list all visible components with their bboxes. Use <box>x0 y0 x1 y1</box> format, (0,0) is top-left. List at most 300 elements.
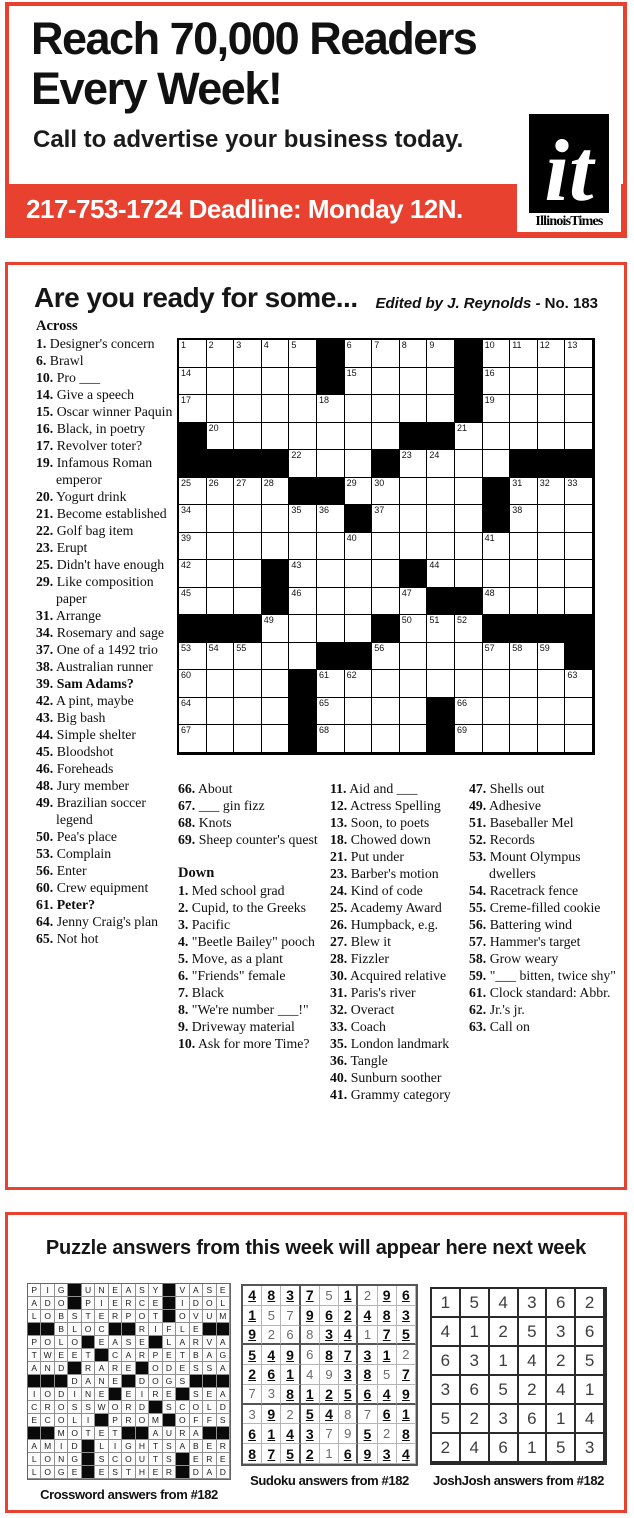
answer-cell: T <box>149 1453 162 1466</box>
grid-cell[interactable] <box>179 698 207 726</box>
clue-14: 14. Give a speech <box>36 387 135 402</box>
grid-cell[interactable] <box>427 478 455 506</box>
answer-cell: E <box>68 1349 81 1362</box>
answer-cell: S <box>203 1284 216 1297</box>
grid-cell-black <box>289 670 317 698</box>
crossword-answers-caption: Crossword answers from #182 <box>40 1487 218 1502</box>
grid-cell[interactable] <box>345 450 373 478</box>
grid-cell-black <box>510 450 538 478</box>
grid-cell[interactable] <box>262 340 290 368</box>
grid-cell[interactable] <box>510 725 538 753</box>
grid-cell[interactable] <box>262 368 290 396</box>
grid-cell[interactable] <box>372 505 400 533</box>
answer-cell: E <box>149 1466 162 1479</box>
grid-cell[interactable] <box>565 368 593 396</box>
grid-cell[interactable] <box>400 670 428 698</box>
grid-cell[interactable] <box>538 725 566 753</box>
grid-cell-black <box>510 615 538 643</box>
grid-cell[interactable] <box>427 340 455 368</box>
grid-cell-black <box>317 643 345 671</box>
clue-68: 68. Knots <box>178 815 232 830</box>
answer-cell: S <box>109 1466 122 1479</box>
grid-cell[interactable] <box>289 533 317 561</box>
crossword-grid[interactable] <box>177 338 595 755</box>
answer-cell: A <box>149 1427 162 1440</box>
grid-cell-number: 64 <box>181 697 192 708</box>
grid-cell[interactable] <box>234 340 262 368</box>
grid-cell[interactable] <box>538 368 566 396</box>
grid-cell[interactable] <box>483 698 511 726</box>
grid-cell[interactable] <box>345 478 373 506</box>
clue-36: 36. Tangle <box>330 1053 388 1068</box>
grid-cell[interactable] <box>345 423 373 451</box>
answer-cell: N <box>95 1284 108 1297</box>
answer-cell: C <box>109 1453 122 1466</box>
answer-cell: D <box>190 1466 203 1479</box>
sudoku-cell: 2 <box>301 1444 320 1464</box>
grid-cell[interactable] <box>483 670 511 698</box>
answer-cell: G <box>55 1466 68 1479</box>
grid-cell-black <box>179 450 207 478</box>
grid-cell[interactable] <box>455 725 483 753</box>
grid-cell[interactable] <box>510 533 538 561</box>
answer-cell: O <box>55 1401 68 1414</box>
answer-cell: O <box>176 1310 189 1323</box>
grid-cell[interactable] <box>289 560 317 588</box>
grid-cell[interactable] <box>262 478 290 506</box>
clue-34: 34. Rosemary and sage <box>36 625 164 640</box>
answer-cell: B <box>190 1349 203 1362</box>
grid-cell[interactable] <box>427 643 455 671</box>
grid-cell[interactable] <box>179 340 207 368</box>
answer-cell: S <box>163 1440 176 1453</box>
grid-cell[interactable] <box>483 725 511 753</box>
joshjosh-cell: 3 <box>490 1405 519 1434</box>
joshjosh-cell: 2 <box>461 1405 490 1434</box>
grid-cell[interactable] <box>565 478 593 506</box>
answer-cell: O <box>41 1310 54 1323</box>
logo-wordmark: IllinoisTimes <box>535 214 603 229</box>
grid-cell[interactable] <box>483 340 511 368</box>
clue-45: 45. Bloodshot <box>36 744 114 759</box>
grid-cell[interactable] <box>565 725 593 753</box>
answer-cell: G <box>68 1453 81 1466</box>
answer-cell: A <box>190 1427 203 1440</box>
grid-cell[interactable] <box>372 588 400 616</box>
clue-61: 61. Peter? <box>36 897 95 912</box>
grid-cell-black <box>455 588 483 616</box>
answer-cell: B <box>55 1310 68 1323</box>
grid-cell[interactable] <box>483 395 511 423</box>
grid-cell[interactable] <box>289 588 317 616</box>
grid-cell[interactable] <box>289 395 317 423</box>
grid-cell[interactable] <box>455 533 483 561</box>
grid-cell[interactable] <box>372 643 400 671</box>
grid-cell[interactable] <box>234 368 262 396</box>
grid-cell[interactable] <box>207 643 235 671</box>
grid-cell[interactable] <box>345 533 373 561</box>
sudoku-cell: 8 <box>378 1306 397 1326</box>
sudoku-cell: 7 <box>378 1326 397 1346</box>
grid-cell[interactable] <box>262 670 290 698</box>
grid-cell[interactable] <box>565 340 593 368</box>
sudoku-cell: 1 <box>358 1326 377 1346</box>
grid-cell[interactable] <box>372 725 400 753</box>
grid-cell[interactable] <box>400 643 428 671</box>
grid-cell[interactable] <box>510 395 538 423</box>
grid-cell[interactable] <box>565 560 593 588</box>
grid-cell[interactable] <box>345 725 373 753</box>
answer-cell: E <box>68 1466 81 1479</box>
sudoku-cell: 2 <box>281 1405 300 1425</box>
grid-cell[interactable] <box>455 423 483 451</box>
clue-12: 12. Actress Spelling <box>330 798 441 813</box>
grid-cell[interactable] <box>207 423 235 451</box>
grid-cell[interactable] <box>179 643 207 671</box>
grid-cell[interactable] <box>207 533 235 561</box>
grid-cell[interactable] <box>565 505 593 533</box>
grid-cell[interactable] <box>345 368 373 396</box>
grid-cell[interactable] <box>427 615 455 643</box>
grid-cell[interactable] <box>538 670 566 698</box>
answer-cell-black <box>41 1323 54 1336</box>
grid-cell[interactable] <box>289 615 317 643</box>
grid-cell[interactable] <box>483 423 511 451</box>
grid-cell[interactable] <box>510 505 538 533</box>
grid-cell[interactable] <box>483 450 511 478</box>
grid-cell[interactable] <box>345 560 373 588</box>
grid-cell[interactable] <box>483 533 511 561</box>
grid-cell[interactable] <box>262 505 290 533</box>
grid-cell[interactable] <box>234 533 262 561</box>
grid-cell[interactable] <box>427 505 455 533</box>
grid-cell[interactable] <box>538 340 566 368</box>
clue-23: 23. Erupt <box>36 540 88 555</box>
grid-cell[interactable] <box>179 560 207 588</box>
grid-cell[interactable] <box>538 423 566 451</box>
grid-cell[interactable] <box>455 505 483 533</box>
grid-cell[interactable] <box>234 588 262 616</box>
grid-cell[interactable] <box>234 725 262 753</box>
sudoku-cell: 6 <box>397 1286 416 1306</box>
sudoku-cell: 5 <box>339 1385 358 1405</box>
grid-cell[interactable] <box>565 670 593 698</box>
grid-cell[interactable] <box>510 560 538 588</box>
grid-cell[interactable] <box>400 340 428 368</box>
grid-cell[interactable] <box>345 670 373 698</box>
sudoku-cell: 4 <box>281 1424 300 1444</box>
grid-cell[interactable] <box>372 423 400 451</box>
grid-cell[interactable] <box>483 368 511 396</box>
grid-cell[interactable] <box>207 340 235 368</box>
grid-cell-number: 60 <box>181 670 192 681</box>
answer-cell: U <box>163 1427 176 1440</box>
grid-cell[interactable] <box>510 368 538 396</box>
grid-cell[interactable] <box>345 698 373 726</box>
answer-cell: G <box>217 1349 230 1362</box>
grid-cell[interactable] <box>234 395 262 423</box>
grid-cell[interactable] <box>538 478 566 506</box>
answer-cell: R <box>122 1297 135 1310</box>
answer-cell: A <box>176 1336 189 1349</box>
grid-cell[interactable] <box>262 615 290 643</box>
answer-cell: A <box>217 1336 230 1349</box>
grid-cell[interactable] <box>207 368 235 396</box>
grid-cell[interactable] <box>207 478 235 506</box>
grid-cell-number: 7 <box>374 340 380 350</box>
grid-cell[interactable] <box>372 670 400 698</box>
sudoku-answers-grid <box>241 1284 418 1466</box>
answer-cell: E <box>109 1375 122 1388</box>
grid-cell[interactable] <box>207 588 235 616</box>
grid-cell[interactable] <box>234 643 262 671</box>
grid-cell[interactable] <box>317 670 345 698</box>
grid-cell-number: 28 <box>263 477 274 488</box>
sudoku-cell: 5 <box>301 1405 320 1425</box>
grid-cell[interactable] <box>372 478 400 506</box>
grid-cell[interactable] <box>538 698 566 726</box>
answer-cell-black <box>176 1453 189 1466</box>
grid-cell[interactable] <box>538 533 566 561</box>
grid-cell[interactable] <box>289 505 317 533</box>
grid-cell[interactable] <box>538 395 566 423</box>
grid-cell[interactable] <box>372 340 400 368</box>
grid-cell[interactable] <box>455 478 483 506</box>
grid-cell[interactable] <box>400 725 428 753</box>
grid-cell[interactable] <box>400 533 428 561</box>
grid-cell[interactable] <box>510 670 538 698</box>
grid-cell[interactable] <box>427 450 455 478</box>
answer-cell: R <box>136 1349 149 1362</box>
answer-cell: E <box>176 1362 189 1375</box>
grid-cell[interactable] <box>317 395 345 423</box>
grid-cell[interactable] <box>565 423 593 451</box>
grid-cell[interactable] <box>400 395 428 423</box>
grid-cell[interactable] <box>510 423 538 451</box>
clue-4: 4. "Beetle Bailey" pooch <box>178 934 315 949</box>
grid-cell[interactable] <box>400 450 428 478</box>
grid-cell[interactable] <box>538 505 566 533</box>
grid-cell[interactable] <box>400 368 428 396</box>
grid-cell[interactable] <box>345 340 373 368</box>
grid-cell[interactable] <box>179 505 207 533</box>
answer-cell: H <box>136 1466 149 1479</box>
answer-cell-black <box>28 1323 41 1336</box>
grid-cell[interactable] <box>400 615 428 643</box>
grid-cell[interactable] <box>234 560 262 588</box>
grid-cell[interactable] <box>510 340 538 368</box>
grid-cell[interactable] <box>317 505 345 533</box>
grid-cell[interactable] <box>179 395 207 423</box>
joshjosh-cell: 6 <box>576 1318 605 1347</box>
answer-cell: P <box>109 1414 122 1427</box>
grid-cell[interactable] <box>234 423 262 451</box>
clue-56: 56. Battering wind <box>469 917 573 932</box>
grid-cell[interactable] <box>207 670 235 698</box>
grid-cell[interactable] <box>427 395 455 423</box>
grid-cell[interactable] <box>179 588 207 616</box>
answer-cell: T <box>149 1440 162 1453</box>
answer-cell: D <box>55 1388 68 1401</box>
grid-cell[interactable] <box>262 725 290 753</box>
clue-54: 54. Racetrack fence <box>469 883 579 898</box>
answer-cell: E <box>217 1453 230 1466</box>
answer-cell: A <box>82 1375 95 1388</box>
grid-cell[interactable] <box>510 643 538 671</box>
grid-cell[interactable] <box>427 533 455 561</box>
grid-cell[interactable] <box>317 588 345 616</box>
grid-cell[interactable] <box>345 588 373 616</box>
answer-cell-black <box>109 1388 122 1401</box>
answer-cell: P <box>82 1297 95 1310</box>
grid-cell-black <box>427 588 455 616</box>
grid-cell[interactable] <box>262 395 290 423</box>
grid-cell-black <box>289 478 317 506</box>
sudoku-cell: 7 <box>320 1424 339 1444</box>
grid-cell-number: 62 <box>346 670 357 681</box>
grid-cell[interactable] <box>289 643 317 671</box>
grid-cell[interactable] <box>400 505 428 533</box>
grid-cell[interactable] <box>565 533 593 561</box>
joshjosh-cell: 4 <box>490 1289 519 1318</box>
grid-cell[interactable] <box>317 423 345 451</box>
grid-cell[interactable] <box>207 395 235 423</box>
grid-cell[interactable] <box>262 698 290 726</box>
sudoku-cell: 7 <box>301 1286 320 1306</box>
grid-cell[interactable] <box>317 450 345 478</box>
grid-cell[interactable] <box>538 643 566 671</box>
grid-cell[interactable] <box>427 368 455 396</box>
grid-cell[interactable] <box>317 533 345 561</box>
grid-cell-number: 30 <box>374 477 385 488</box>
grid-cell[interactable] <box>455 560 483 588</box>
grid-cell[interactable] <box>179 368 207 396</box>
sudoku-cell: 3 <box>339 1365 358 1385</box>
grid-cell[interactable] <box>317 615 345 643</box>
grid-cell[interactable] <box>234 505 262 533</box>
grid-cell[interactable] <box>427 560 455 588</box>
grid-cell[interactable] <box>289 368 317 396</box>
grid-cell[interactable] <box>483 643 511 671</box>
grid-cell[interactable] <box>234 698 262 726</box>
grid-cell-black <box>565 615 593 643</box>
grid-cell[interactable] <box>455 450 483 478</box>
answer-cell: C <box>41 1414 54 1427</box>
sudoku-cell: 5 <box>397 1326 416 1346</box>
grid-cell[interactable] <box>207 698 235 726</box>
answer-cell: O <box>68 1427 81 1440</box>
grid-cell[interactable] <box>317 725 345 753</box>
grid-cell[interactable] <box>179 478 207 506</box>
grid-cell[interactable] <box>565 395 593 423</box>
clue-66: 66. About <box>178 781 233 796</box>
grid-cell[interactable] <box>510 588 538 616</box>
grid-cell[interactable] <box>372 698 400 726</box>
answer-cell-black <box>176 1388 189 1401</box>
sudoku-cell: 9 <box>301 1306 320 1326</box>
clue-column-2 <box>178 780 325 1052</box>
grid-cell-black <box>372 450 400 478</box>
grid-cell[interactable] <box>455 643 483 671</box>
grid-cell-number: 44 <box>429 560 440 571</box>
grid-cell[interactable] <box>234 670 262 698</box>
grid-cell[interactable] <box>538 588 566 616</box>
grid-cell[interactable] <box>179 670 207 698</box>
answer-cell: U <box>82 1284 95 1297</box>
grid-cell[interactable] <box>427 670 455 698</box>
grid-cell-number: 35 <box>291 505 302 516</box>
grid-cell[interactable] <box>565 698 593 726</box>
grid-cell-black <box>455 395 483 423</box>
clue-57: 57. Hammer's target <box>469 934 581 949</box>
clue-1: 1. Designer's concern <box>36 336 155 351</box>
grid-cell[interactable] <box>400 698 428 726</box>
answer-cell: S <box>163 1453 176 1466</box>
grid-cell[interactable] <box>289 340 317 368</box>
sudoku-cell: 6 <box>320 1306 339 1326</box>
grid-cell-number: 51 <box>429 615 440 626</box>
grid-cell[interactable] <box>510 698 538 726</box>
answer-cell: E <box>190 1323 203 1336</box>
grid-cell[interactable] <box>289 450 317 478</box>
grid-cell[interactable] <box>400 588 428 616</box>
clue-16: 16. Black, in poetry <box>36 421 146 436</box>
grid-cell[interactable] <box>565 588 593 616</box>
grid-cell[interactable] <box>455 670 483 698</box>
grid-cell[interactable] <box>483 588 511 616</box>
answer-cell: E <box>28 1414 41 1427</box>
sudoku-cell: 5 <box>243 1345 262 1365</box>
clue-65: 65. Not hot <box>36 931 99 946</box>
answer-cell: V <box>203 1336 216 1349</box>
grid-cell[interactable] <box>179 533 207 561</box>
grid-cell[interactable] <box>207 505 235 533</box>
answer-cell: O <box>176 1414 189 1427</box>
grid-cell[interactable] <box>262 643 290 671</box>
grid-cell[interactable] <box>207 560 235 588</box>
grid-cell[interactable] <box>234 478 262 506</box>
grid-cell[interactable] <box>262 423 290 451</box>
grid-cell[interactable] <box>345 615 373 643</box>
grid-cell[interactable] <box>372 560 400 588</box>
grid-cell[interactable] <box>372 368 400 396</box>
sudoku-cell: 9 <box>262 1405 281 1425</box>
grid-cell[interactable] <box>372 533 400 561</box>
grid-cell[interactable] <box>400 478 428 506</box>
grid-cell[interactable] <box>262 533 290 561</box>
grid-cell[interactable] <box>510 478 538 506</box>
grid-cell[interactable] <box>179 725 207 753</box>
grid-cell[interactable] <box>317 698 345 726</box>
grid-cell[interactable] <box>345 395 373 423</box>
answer-cell: O <box>41 1388 54 1401</box>
grid-cell-black <box>427 423 455 451</box>
grid-cell-black <box>179 615 207 643</box>
answer-cell: L <box>55 1336 68 1349</box>
answer-cell: I <box>68 1388 81 1401</box>
grid-cell[interactable] <box>207 725 235 753</box>
grid-cell[interactable] <box>455 698 483 726</box>
grid-cell-number: 6 <box>346 340 352 350</box>
grid-cell[interactable] <box>289 423 317 451</box>
grid-cell-number: 58 <box>512 642 523 653</box>
grid-cell-number: 5 <box>291 340 297 350</box>
grid-cell[interactable] <box>538 560 566 588</box>
grid-cell[interactable] <box>483 560 511 588</box>
grid-cell[interactable] <box>455 615 483 643</box>
grid-cell[interactable] <box>372 395 400 423</box>
grid-cell[interactable] <box>317 560 345 588</box>
